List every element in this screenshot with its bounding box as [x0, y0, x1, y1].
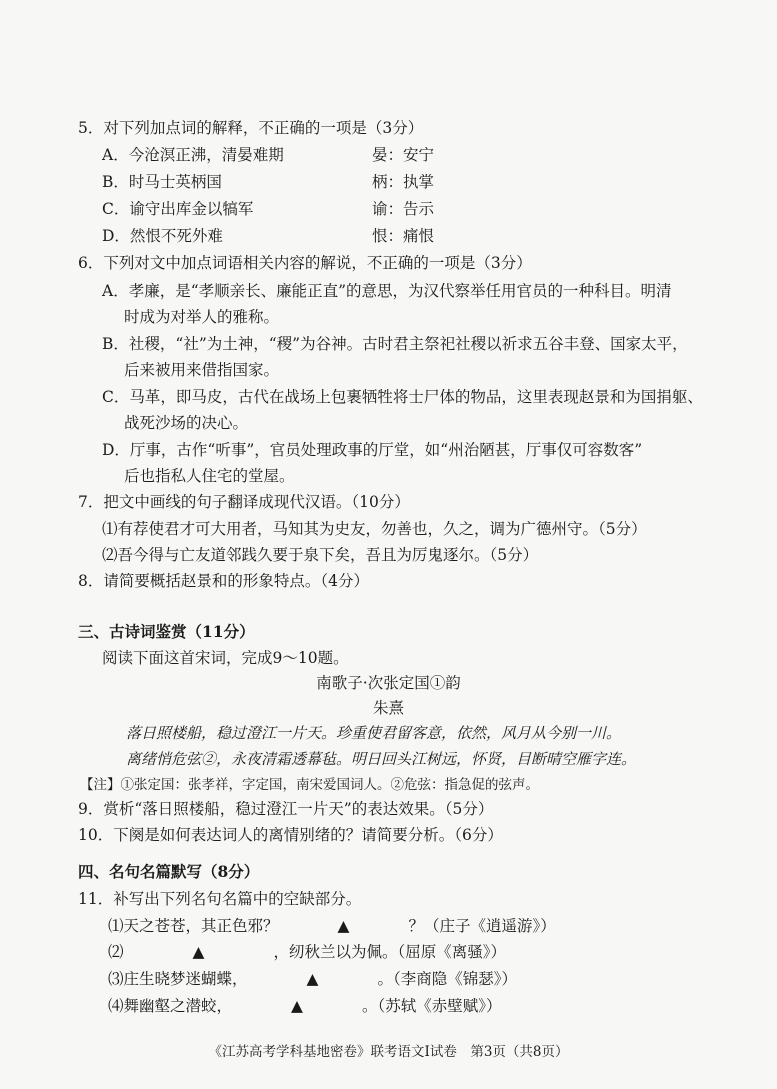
q6-option-d-line1: D．厅事，古作“听事”，官员处理政事的厅堂，如“州治陋甚，厅事仅可容数客”	[102, 441, 643, 459]
section-3-intro: 阅读下面这首宋词，完成9～10题。	[102, 649, 349, 667]
page-footer: 《江苏高考学科基地密卷》联考语文Ⅰ试卷 第3页（共8页）	[208, 1044, 569, 1060]
poem-line-2: 离绪悄危弦②，永夜清霜透幕毡。明日回头江树远，怀贤，目断晴空雁字连。	[126, 750, 637, 768]
poem-line-1: 落日照楼船，稳过澄江一片天。珍重使君留客意，依然，风月从今别一川。	[126, 724, 622, 742]
q7-sentence-1: ⑴有荐使君才可大用者，马知其为史友，勿善也，久之，调为广德州守。（5分）	[102, 520, 647, 538]
q11-item-4: ⑷舞幽壑之潜蛟， ▲ 。（苏轼《赤壁赋》）	[108, 997, 502, 1015]
question-6-stem: 6．下列对文中加点词语相关内容的解说，不正确的一项是（3分）	[78, 254, 532, 272]
poem-author: 朱熹	[372, 699, 404, 717]
blank-marker: ▲	[306, 970, 319, 988]
question-9-stem: 9．赏析“落日照楼船，稳过澄江一片天”的表达效果。（5分）	[78, 800, 494, 818]
blank-marker: ▲	[337, 917, 350, 935]
poem-note: 【注】①张定国：张孝祥，字定国，南宋爱国词人。②危弦：指急促的弦声。	[80, 777, 539, 793]
q11-item-3: ⑶庄生晓梦迷蝴蝶， ▲ 。（李商隐《锦瑟》）	[108, 970, 518, 988]
emphasized-not-correct: 不正确	[366, 254, 414, 272]
section-3-title: 三、古诗词鉴赏（11分）	[78, 622, 255, 641]
blank-marker: ▲	[291, 997, 303, 1015]
q6-option-a-line2: 时成为对举人的雅称。	[124, 308, 280, 326]
question-5-stem	[78, 118, 423, 138]
question-11-stem: 11．补写出下列名句名篇中的空缺部分。	[78, 890, 362, 908]
q6-option-c-line2: 战死沙场的决心。	[124, 414, 249, 432]
q6-option-c-line1: C．马革，即马皮，古代在战场上包裹牺牲将士尸体的物品，这里表现赵景和为国捐躯、	[102, 388, 703, 406]
q7-sentence-2: ⑵吾今得与亡友道邻践久要于泉下矣，吾且为厉鬼逐尔。（5分）	[102, 546, 539, 564]
q11-item-2: ⑵ ▲ ，纫秋兰以为佩。（屈原《离骚》）	[108, 943, 507, 961]
option-explanation: 晏：安宁	[372, 146, 435, 164]
option-explanation: 谕：告示	[372, 200, 435, 218]
q6-option-b-line1: B．社稷，“社”为土神，“稷”为谷神。古时君主祭祀社稷以祈求五谷丰登、国家太平，	[102, 335, 688, 353]
q6-option-b-line2: 后来被用来借指国家。	[124, 361, 280, 379]
blank-marker: ▲	[192, 943, 205, 961]
q5-option-c: C．谕守出库金以犒军 谕：告示	[102, 200, 435, 218]
emphasized-not-correct: 不正确	[258, 119, 305, 137]
option-explanation: 恨：痛恨	[372, 227, 435, 245]
section-4-title: 四、名句名篇默写（8分）	[78, 862, 260, 881]
q6-option-d-line2: 后也指私人住宅的堂屋。	[124, 467, 295, 485]
q5-option-b: B．时马士英柄国 柄：执掌	[102, 173, 435, 191]
question-8-stem: 8．请简要概括赵景和的形象特点。（4分）	[78, 572, 369, 590]
q6-option-a-line1: A．孝廉，是“孝顺亲长、廉能正直”的意思，为汉代察举任用官员的一种科目。明清	[102, 282, 672, 300]
q11-item-1: ⑴天之苍苍，其正色邪？ ▲ ？（庄子《逍遥游》）	[108, 917, 556, 935]
stem-text: 的一项是（3分）	[304, 119, 424, 137]
stem-text: 5．对下列加点词的解释，	[78, 119, 259, 137]
q5-option-a: A．今沧溟正沸，清晏难期 晏：安宁	[102, 146, 435, 164]
option-explanation: 柄：执掌	[372, 173, 435, 191]
q5-option-d: D．然恨不死外难 恨：痛恨	[102, 227, 435, 245]
question-7-stem: 7．把文中画线的句子翻译成现代汉语。（10分）	[78, 493, 410, 511]
poem-title: 南歌子·次张定国①韵	[316, 674, 461, 692]
question-10-stem: 10．下阕是如何表达词人的离情别绪的？请简要分析。（6分）	[78, 826, 503, 844]
